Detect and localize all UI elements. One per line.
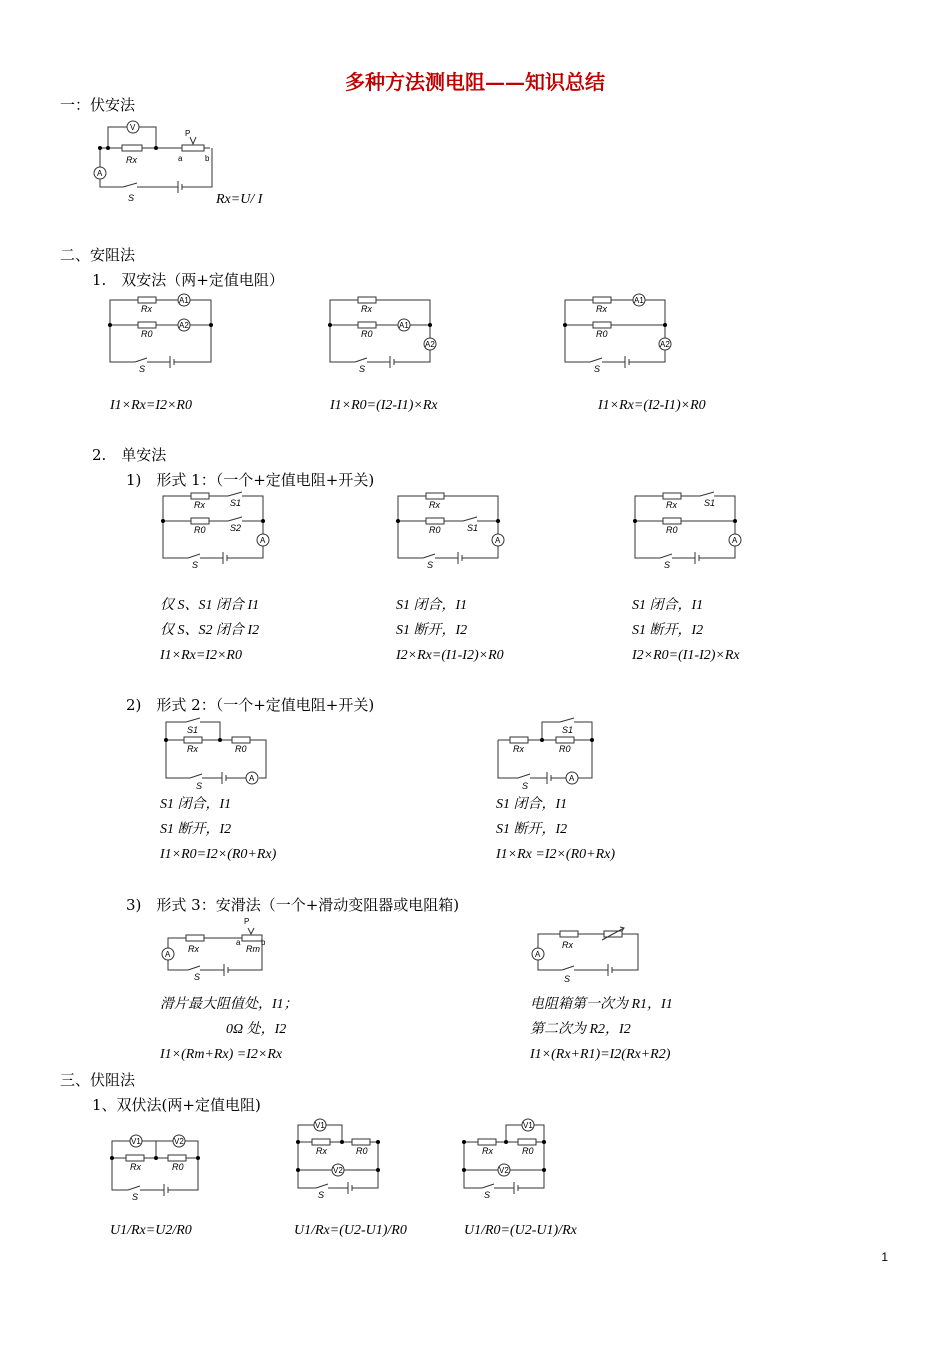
component-label: Rx: [141, 304, 152, 314]
component-label: A: [732, 536, 738, 545]
junction-dot: [98, 146, 102, 150]
component-label: V2: [333, 1166, 343, 1175]
component-label: S: [139, 364, 146, 374]
circuit-ammeter-rheostat: [158, 912, 278, 984]
component-label: S: [594, 364, 601, 374]
rx-label: Rx: [126, 155, 137, 165]
resistor-symbol: [182, 145, 204, 151]
wire: [248, 928, 254, 934]
junction-dot: [164, 738, 168, 742]
resistor-symbol: [593, 297, 611, 303]
section-heading-voltmeter-resistor: 三、伏阻法: [60, 1071, 136, 1089]
form3-c1-line2: 0Ω 处，I2: [226, 1022, 287, 1037]
section-heading-ammeter-resistor: 二、安阻法: [60, 246, 136, 264]
component-label: R0: [596, 329, 608, 339]
component-label: V1: [315, 1121, 325, 1130]
component-label: R0: [429, 525, 441, 535]
circuit-ammeter-resistance-box: [528, 922, 648, 988]
junction-dot: [296, 1168, 300, 1172]
component-label: A1: [179, 296, 189, 305]
resistor-symbol: [232, 737, 250, 743]
component-label: Rx: [188, 944, 199, 954]
wire: [700, 492, 714, 496]
wire: [660, 554, 672, 558]
component-label: V1: [523, 1121, 533, 1130]
junction-dot: [108, 323, 112, 327]
form1-c3-line3: I2×R0=(I1-I2)×Rx: [632, 648, 740, 663]
component-label: A: [260, 536, 266, 545]
component-label: V2: [174, 1137, 184, 1146]
component-label: S: [564, 974, 571, 984]
wire: [398, 496, 498, 521]
component-label: Rx: [562, 940, 573, 950]
wire: [168, 938, 262, 970]
component-label: S: [427, 560, 434, 570]
wire: [168, 960, 188, 970]
resistor-symbol: [426, 518, 444, 524]
component-label: a: [236, 938, 241, 947]
component-label: S: [318, 1190, 325, 1200]
component-label: S1: [704, 498, 716, 508]
resistor-symbol: [184, 737, 202, 743]
junction-dot: [106, 146, 110, 150]
component-label: Rx: [482, 1146, 493, 1156]
wire: [482, 1184, 494, 1188]
resistor-symbol: [168, 1155, 186, 1161]
wire: [398, 521, 423, 558]
component-label: b: [261, 938, 266, 947]
junction-dot: [154, 1156, 158, 1160]
wire: [463, 517, 477, 521]
resistor-symbol: [358, 322, 376, 328]
wire: [123, 183, 137, 187]
formula-double-ammeter-1: I1×Rx=I2×R0: [110, 398, 192, 413]
wire: [699, 546, 735, 558]
form3-c2-line2: 第二次为 R2，I2: [530, 1022, 631, 1037]
component-label: S: [192, 560, 199, 570]
resistor-symbol: [138, 297, 156, 303]
component-label: S: [196, 781, 203, 791]
page-number: 1: [881, 1250, 888, 1264]
wire: [574, 722, 592, 740]
component-label: V1: [131, 1137, 141, 1146]
component-label: Rx: [316, 1146, 327, 1156]
wire: [188, 554, 200, 558]
wire: [166, 722, 186, 740]
wire: [645, 300, 665, 325]
wire: [714, 496, 735, 521]
component-label: R0: [522, 1146, 534, 1156]
junction-dot: [542, 1168, 546, 1172]
circuit-double-ammeter-2: [325, 292, 445, 377]
wire: [560, 718, 574, 722]
form3-c2-line1: 电阻箱第一次为 R1，I1: [530, 997, 673, 1012]
junction-dot: [428, 323, 432, 327]
resistor-symbol: [560, 931, 578, 937]
formula-voltammetry: Rx=U/ I: [216, 192, 263, 207]
junction-dot: [663, 323, 667, 327]
junction-dot: [633, 519, 637, 523]
resistor-symbol: [426, 493, 444, 499]
resistor-symbol: [138, 322, 156, 328]
voltmeter-label: V: [130, 123, 136, 132]
formula-double-ammeter-2: I1×R0=(I2-I1)×Rx: [330, 398, 438, 413]
junction-dot: [462, 1140, 466, 1144]
resistor-symbol: [358, 297, 376, 303]
circuit-double-ammeter-3: [560, 292, 680, 377]
resistor-symbol: [352, 1139, 370, 1145]
end-b-label: b: [205, 154, 210, 163]
component-label: A2: [425, 340, 435, 349]
component-label: R0: [559, 744, 571, 754]
form1-c1-line3: I1×Rx=I2×R0: [160, 648, 242, 663]
component-label: R0: [356, 1146, 368, 1156]
component-label: R0: [194, 525, 206, 535]
component-label: S1: [562, 725, 574, 735]
wire: [228, 492, 242, 496]
form2-c1-line2: S1 断开，I2: [160, 822, 232, 837]
wire: [190, 300, 211, 358]
wire: [190, 137, 196, 144]
wire: [538, 960, 562, 970]
form1-c2-line3: I2×Rx=(I1-I2)×R0: [396, 648, 504, 663]
component-label: S: [194, 972, 201, 982]
resistor-symbol: [518, 1139, 536, 1145]
resistor-symbol: [122, 145, 142, 151]
wire: [629, 350, 665, 362]
wire: [355, 358, 367, 362]
form1-c3-line2: S1 断开，I2: [632, 623, 704, 638]
junction-dot: [196, 1156, 200, 1160]
junction-dot: [161, 519, 165, 523]
wire: [186, 718, 200, 722]
component-label: R0: [141, 329, 153, 339]
circuit-double-ammeter-1: [105, 292, 225, 377]
wire: [464, 1142, 482, 1188]
wire: [316, 1184, 328, 1188]
wire: [462, 546, 498, 558]
wire: [228, 517, 242, 521]
subheading-double-ammeter: 1. 双安法（两+定值电阻）: [92, 271, 284, 289]
formula-double-voltmeter-1: U1/Rx=U2/R0: [110, 1223, 192, 1238]
component-label: S: [359, 364, 366, 374]
wire: [298, 1142, 316, 1188]
junction-dot: [504, 1140, 508, 1144]
component-label: A1: [399, 321, 409, 330]
junction-dot: [110, 1156, 114, 1160]
subheading-double-voltmeter: 1、双伏法(两+定值电阻): [92, 1096, 261, 1114]
wire: [518, 774, 530, 778]
junction-dot: [590, 738, 594, 742]
wire: [128, 1186, 140, 1190]
component-label: A2: [179, 321, 189, 330]
wire: [242, 496, 263, 521]
component-label: Rx: [596, 304, 607, 314]
component-label: Rm: [246, 944, 260, 954]
junction-dot: [340, 1140, 344, 1144]
ammeter-label: A: [97, 169, 103, 178]
component-label: R0: [235, 744, 247, 754]
junction-dot: [296, 1140, 300, 1144]
form2-c2-line3: I1×Rx =I2×(R0+Rx): [496, 847, 616, 862]
component-label: Rx: [130, 1162, 141, 1172]
wire: [423, 554, 435, 558]
circuit-single-ammeter-2b: [492, 716, 602, 791]
junction-dot: [396, 519, 400, 523]
component-label: A1: [634, 296, 644, 305]
formula-double-voltmeter-2: U1/Rx=(U2-U1)/R0: [294, 1223, 407, 1238]
circuit-double-voltmeter-3: [458, 1114, 553, 1204]
form3-c2-line3: I1×(Rx+R1)=I2(Rx+R2): [530, 1047, 671, 1062]
component-label: Rx: [187, 744, 198, 754]
resistor-symbol: [191, 493, 209, 499]
resistor-symbol: [242, 935, 262, 941]
resistor-symbol: [312, 1139, 330, 1145]
component-label: A: [569, 774, 575, 783]
wire: [330, 300, 430, 325]
form2-c2-line1: S1 闭合，I1: [496, 797, 568, 812]
component-label: Rx: [513, 744, 524, 754]
component-label: A: [165, 950, 171, 959]
component-label: Rx: [361, 304, 372, 314]
wire: [200, 722, 220, 740]
junction-dot: [542, 1140, 546, 1144]
junction-dot: [328, 323, 332, 327]
resistor-symbol: [510, 737, 528, 743]
component-label: R0: [361, 329, 373, 339]
junction-dot: [563, 323, 567, 327]
wire: [330, 325, 355, 362]
circuit-single-ammeter-1a: [158, 488, 273, 573]
component-label: A2: [660, 340, 670, 349]
form1-c2-line1: S1 闭合，I1: [396, 598, 468, 613]
resistor-symbol: [663, 493, 681, 499]
circuit-single-ammeter-1b: [393, 488, 513, 573]
component-label: V2: [499, 1166, 509, 1175]
resistor-symbol: [663, 518, 681, 524]
section-heading-voltammetry: 一：伏安法: [60, 96, 136, 114]
component-label: S: [664, 560, 671, 570]
wire: [394, 350, 430, 362]
component-label: S: [484, 1190, 491, 1200]
form2-c2-line2: S1 断开，I2: [496, 822, 568, 837]
component-label: R0: [172, 1162, 184, 1172]
wire: [190, 774, 202, 778]
wire: [174, 358, 211, 362]
wire: [188, 966, 200, 970]
component-label: S: [522, 781, 529, 791]
component-label: A: [249, 774, 255, 783]
form1-c3-line1: S1 闭合，I1: [632, 598, 704, 613]
component-label: A: [495, 536, 501, 545]
slider-p-label: P: [185, 129, 191, 138]
subheading-form-3: 3) 形式 3：安滑法（一个+滑动变阻器或电阻箱): [126, 896, 460, 914]
form1-c2-line2: S1 断开，I2: [396, 623, 468, 638]
formula-double-ammeter-3: I1×Rx=(I2-I1)×R0: [598, 398, 706, 413]
wire: [227, 546, 263, 558]
wire: [100, 179, 123, 187]
component-label: A: [535, 950, 541, 959]
form1-c1-line1: 仅 S、S1 闭合 I1: [160, 598, 260, 613]
junction-dot: [462, 1168, 466, 1172]
circuit-single-ammeter-2a: [160, 716, 275, 791]
wire: [135, 358, 147, 362]
wire: [112, 1158, 128, 1190]
component-label: S: [132, 1192, 139, 1202]
wire: [565, 325, 590, 362]
page-title: 多种方法测电阻——知识总结: [345, 70, 605, 94]
circuit-single-ammeter-1c: [630, 488, 750, 573]
form3-c1-line3: I1×(Rm+Rx) =I2×Rx: [160, 1047, 283, 1062]
wire: [185, 1141, 198, 1158]
wire: [538, 934, 638, 970]
formula-double-voltmeter-3: U1/R0=(U2-U1)/Rx: [464, 1223, 577, 1238]
component-label: Rx: [194, 500, 205, 510]
circuit-double-voltmeter-1: [106, 1130, 206, 1205]
resistor-symbol: [478, 1139, 496, 1145]
junction-dot: [209, 323, 213, 327]
component-label: Rx: [666, 500, 677, 510]
component-label: R0: [666, 525, 678, 535]
junction-dot: [154, 146, 158, 150]
junction-dot: [218, 738, 222, 742]
form2-c1-line1: S1 闭合，I1: [160, 797, 232, 812]
subheading-single-ammeter: 2. 单安法: [92, 446, 167, 464]
junction-dot: [376, 1140, 380, 1144]
subheading-form-2: 2) 形式 2：（一个+定值电阻+开关): [126, 696, 375, 714]
circuit-double-voltmeter-2: [292, 1114, 387, 1204]
component-label: S2: [230, 523, 242, 533]
resistor-symbol: [126, 1155, 144, 1161]
wire: [590, 358, 602, 362]
component-label: P: [244, 917, 250, 926]
wire: [110, 325, 135, 362]
junction-dot: [496, 519, 500, 523]
component-label: S1: [187, 725, 199, 735]
form2-c1-line3: I1×R0=I2×(R0+Rx): [160, 847, 277, 862]
junction-dot: [376, 1168, 380, 1172]
junction-dot: [733, 519, 737, 523]
resistor-symbol: [191, 518, 209, 524]
component-label: S1: [467, 523, 479, 533]
wire: [562, 966, 574, 970]
form3-c1-line1: 滑片最大阻值处，I1；: [160, 997, 298, 1012]
junction-dot: [261, 519, 265, 523]
resistor-symbol: [593, 322, 611, 328]
resistor-symbol: [186, 935, 204, 941]
junction-dot: [540, 738, 544, 742]
resistor-symbol: [556, 737, 574, 743]
wire: [163, 521, 188, 558]
circuit-voltammetry: [90, 115, 220, 205]
wire: [635, 521, 660, 558]
switch-s-label: S: [128, 193, 135, 203]
subheading-form-1: 1) 形式 1：（一个+定值电阻+开关): [126, 471, 375, 489]
end-a-label: a: [178, 154, 183, 163]
component-label: S1: [230, 498, 242, 508]
component-label: Rx: [429, 500, 440, 510]
form1-c1-line2: 仅 S、S2 闭合 I2: [160, 623, 260, 638]
